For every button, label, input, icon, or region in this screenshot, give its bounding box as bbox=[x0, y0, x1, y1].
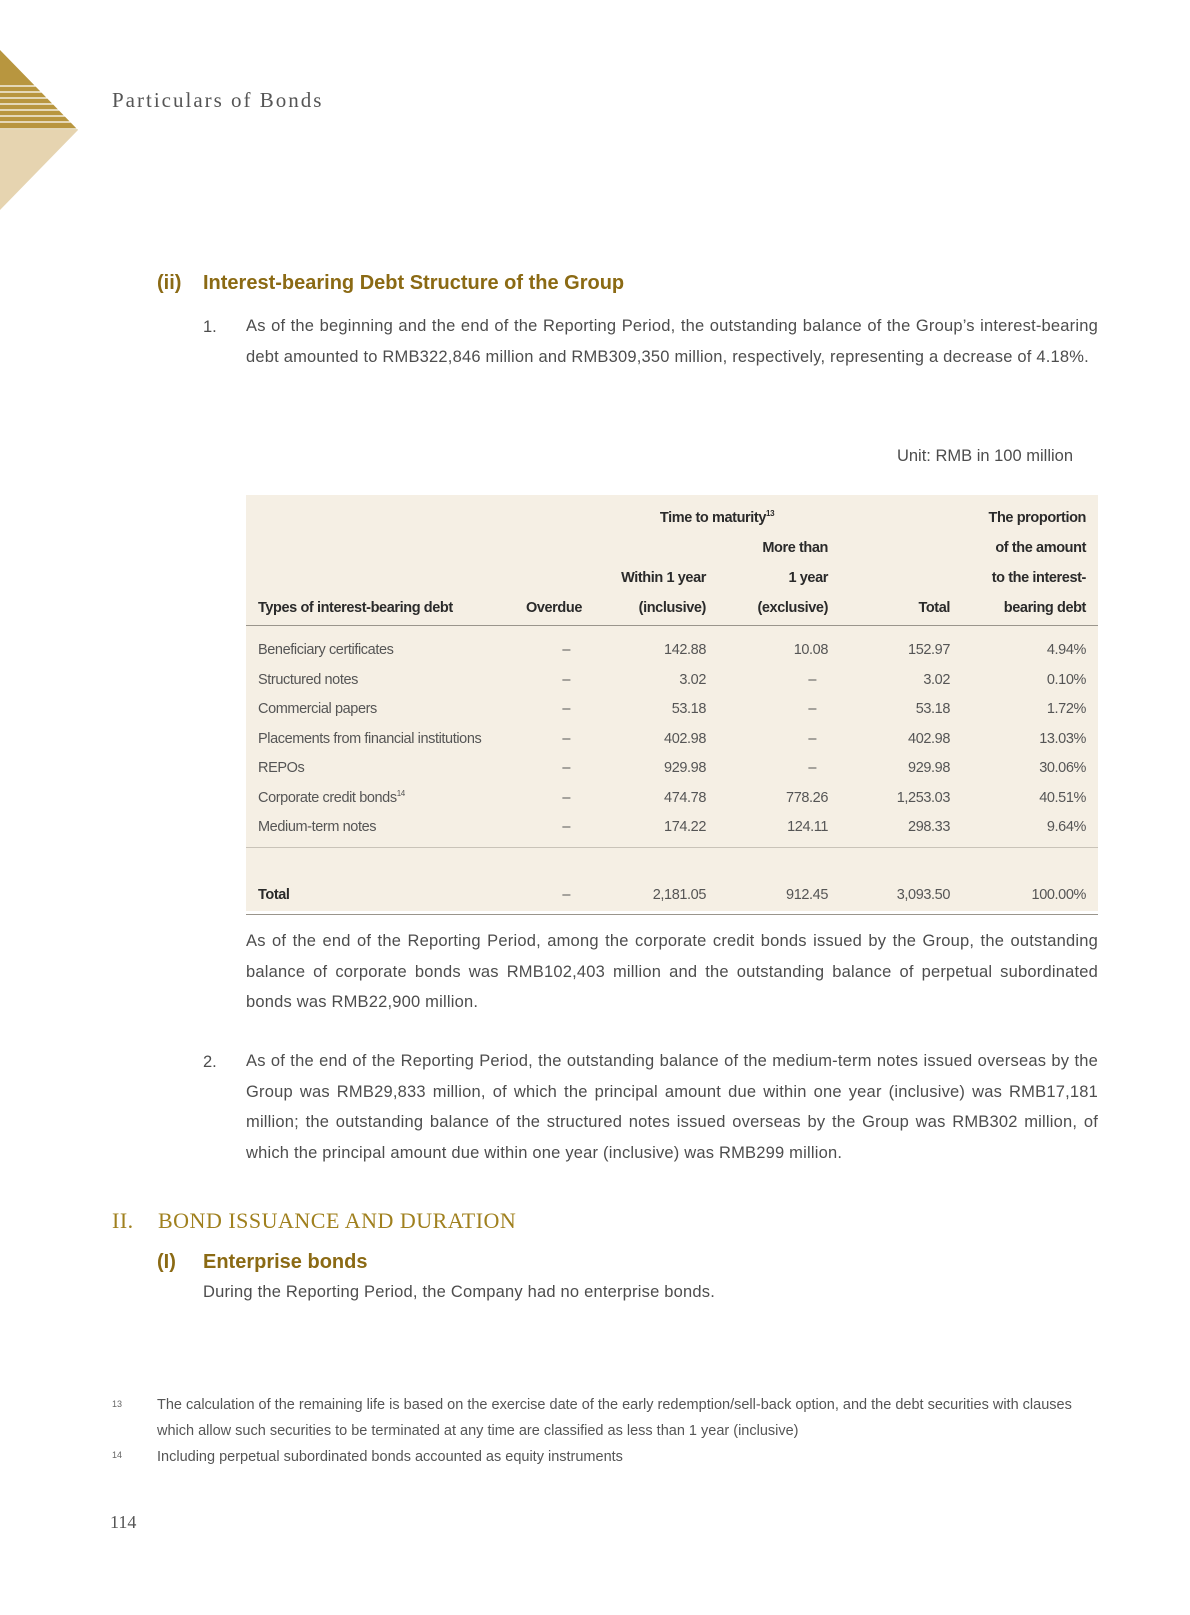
subsection-title: Interest-bearing Debt Structure of the Group bbox=[203, 272, 625, 294]
footnote-14-text: Including perpetual subordinated bonds accounted as equity instruments bbox=[157, 1449, 623, 1465]
subsection-heading-enterprise-bonds bbox=[157, 1251, 367, 1274]
table-row: Commercial papers – 53.18 – 53.18 1.72% bbox=[258, 701, 1086, 717]
header-time-to-maturity: Time to maturity$^{13}$ bbox=[659, 509, 775, 526]
paragraph-overseas-notes: As of the end of the Reporting Period, the outstanding balance of the medium-term notes issued overseas by the Group was RMB29,833 million, of which the principal amount due within one year (inclusive) was RMB17,181 million; the outstanding balance of the structured notes issued overseas by the Group was RMB302 million, of which the principal amount due within one year (inclusive) was RMB299 million. bbox=[246, 1052, 1098, 1162]
header-more-line1: More than bbox=[762, 540, 828, 556]
paragraph-enterprise-bonds: During the Reporting Period, the Company had no enterprise bonds. bbox=[203, 1283, 715, 1301]
header-proportion-line3: to the interest- bbox=[991, 570, 1086, 586]
paragraph-debt-balance: As of the beginning and the end of the Reporting Period, the outstanding balance of the Group’s interest-bearing debt amounted to RMB322,846 million and RMB309,350 million, respectively, representing a decrease of 4.18%. bbox=[246, 317, 1098, 366]
header-within-line2: (inclusive) bbox=[594, 593, 718, 626]
footnote-mark-13: 13 bbox=[112, 1399, 123, 1409]
table-row: REPOs – 929.98 – 929.98 30.06% bbox=[258, 760, 1086, 776]
corner-triangle-decoration bbox=[0, 50, 80, 210]
header-proportion-line2: of the amount bbox=[995, 540, 1086, 556]
paragraph-corporate-bonds: As of the end of the Reporting Period, among the corporate credit bonds issued by the Group, the outstanding balance of corporate bonds was RMB102,403 million and the outstanding balance of perpetual subordinated bonds was RMB22,900 million. bbox=[246, 932, 1098, 1011]
header-proportion-line1: The proportion bbox=[988, 510, 1086, 526]
table-row: Beneficiary certificates – 142.88 10.08 152.97 4.94% bbox=[258, 642, 1086, 658]
table-row: Corporate credit bonds$^{14}$ – 474.78 778.26 1,253.03 40.51% bbox=[258, 788, 1086, 806]
section-heading-bond-issuance bbox=[112, 1208, 516, 1234]
list-number-1: 1. bbox=[203, 318, 217, 336]
header-type: Types of interest-bearing debt bbox=[246, 593, 508, 626]
subsection-number: (I) bbox=[157, 1251, 176, 1273]
subsection-number: (ii) bbox=[157, 272, 182, 294]
subsection-heading-ii bbox=[157, 272, 624, 295]
table-total-row: Total – 2,181.05 912.45 3,093.50 100.00% bbox=[246, 878, 1098, 915]
header-within-line1: Within 1 year bbox=[621, 570, 706, 586]
list-number-2: 2. bbox=[203, 1053, 217, 1071]
header-more-line3: (exclusive) bbox=[718, 593, 840, 626]
table-row: Structured notes – 3.02 – 3.02 0.10% bbox=[258, 671, 1086, 688]
unit-label: Unit: RMB in 100 million bbox=[896, 447, 1073, 465]
running-title: Particulars of Bonds bbox=[112, 88, 324, 112]
debt-structure-table bbox=[246, 495, 1098, 911]
section-title: BOND ISSUANCE AND DURATION bbox=[158, 1208, 517, 1233]
header-more-line2: 1 year bbox=[788, 570, 828, 586]
header-overdue: Overdue bbox=[508, 593, 594, 626]
page-number: 114 bbox=[110, 1512, 137, 1532]
table-row: Placements from financial institutions – 402.98 – 402.98 13.03% bbox=[258, 730, 1086, 747]
table-row: Medium-term notes – 174.22 124.11 298.33 9.64% bbox=[246, 813, 1098, 847]
section-number: II. bbox=[112, 1208, 134, 1233]
header-total: Total bbox=[840, 593, 962, 626]
footnote-mark-14: 14 bbox=[112, 1450, 123, 1460]
subsection-title: Enterprise bonds bbox=[203, 1251, 368, 1273]
footnote-13-text: The calculation of the remaining life is based on the exercise date of the early redemption/sell-back option, and the debt securities with clauses which allow such securities to be terminated at any time are classified as less than 1 year (inclusive) bbox=[157, 1397, 1072, 1439]
header-proportion-line4: bearing debt bbox=[962, 593, 1098, 626]
